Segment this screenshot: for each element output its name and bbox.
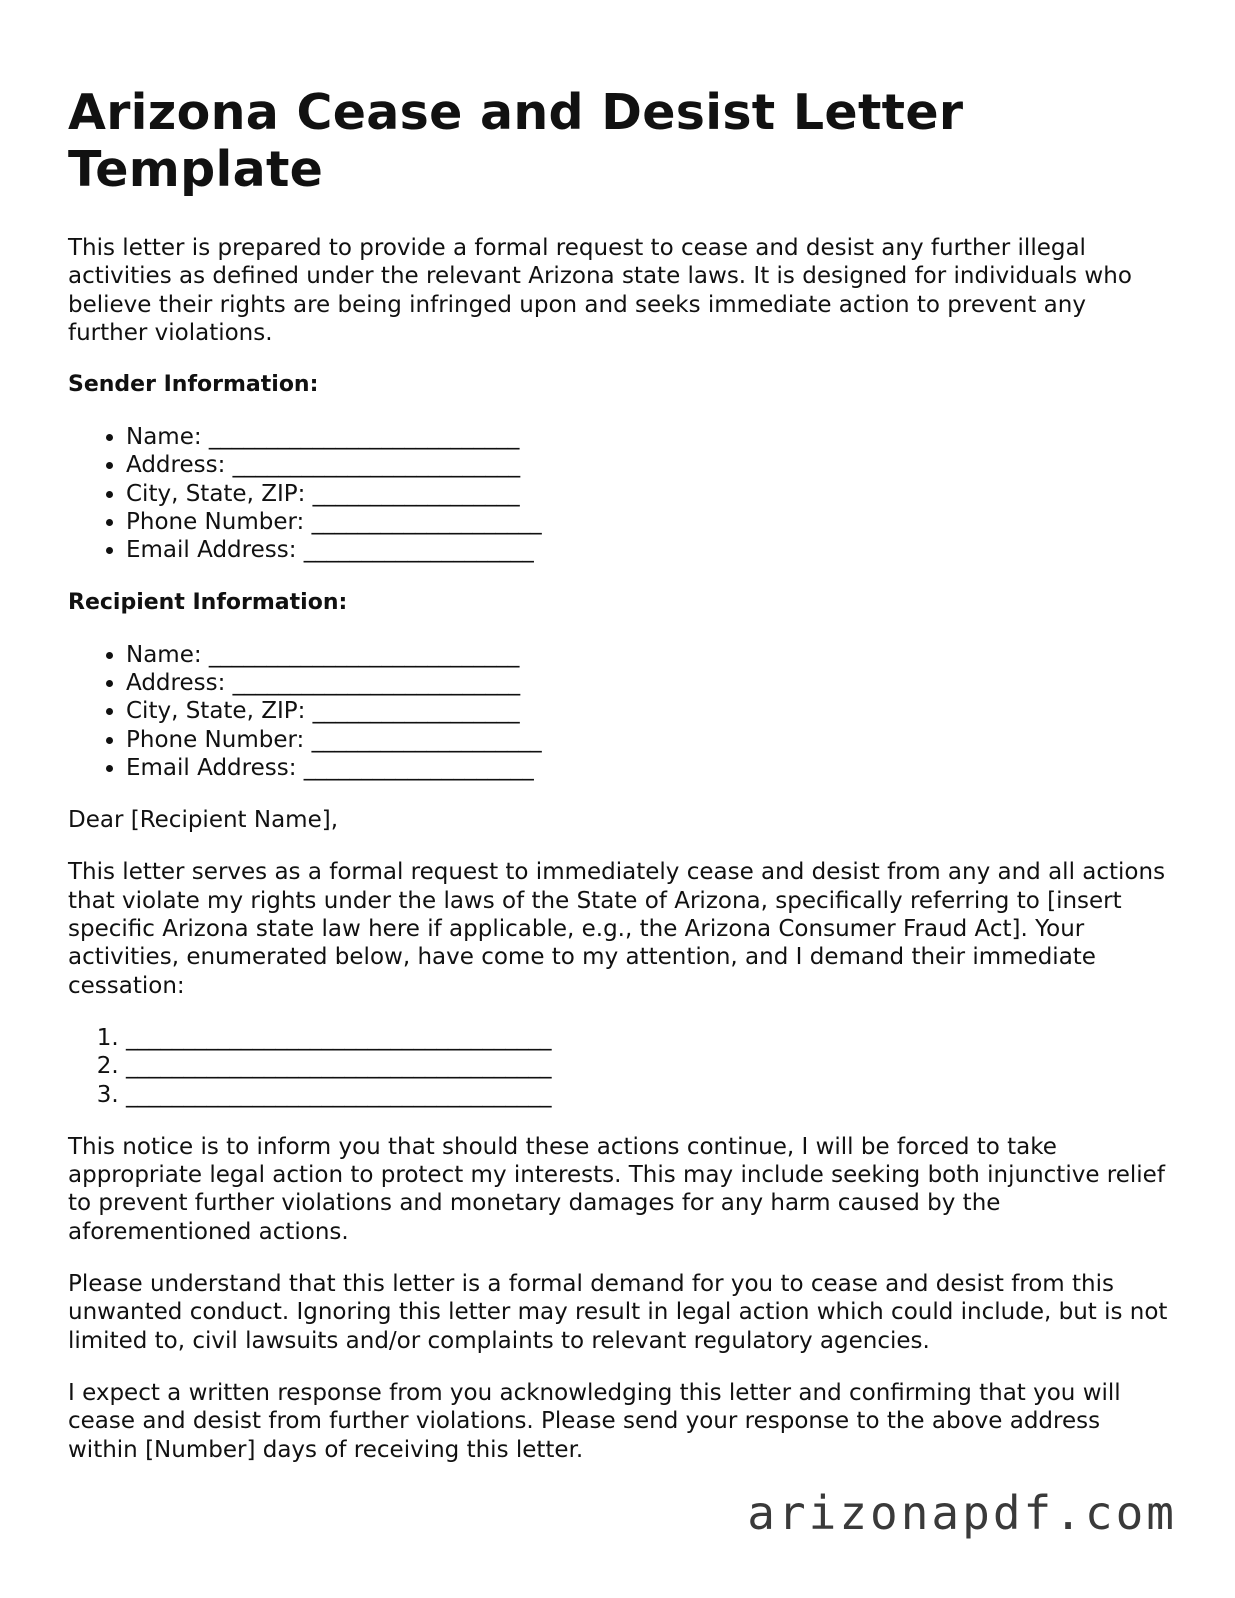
violation-item: 1. _____________________________________ (126, 1024, 1168, 1052)
letter-document (68, 84, 1168, 1488)
recipient-phone-field: • Phone Number: ____________________ (126, 726, 1168, 754)
violation-item: 3. _____________________________________ (126, 1081, 1168, 1109)
recipient-city-field: • City, State, ZIP: __________________ (126, 697, 1168, 725)
violation-item: 2. _____________________________________ (126, 1052, 1168, 1080)
sender-name-field: • Name: ___________________________ (126, 423, 1168, 451)
sender-email-field: • Email Address: ____________________ (126, 536, 1168, 564)
notice-paragraph: This notice is to inform you that should these actions continue, I will be forced to take appropriate legal action to protect my interests. This may include seeking both injunctive relief to prevent further violations and monetary damages for any harm caused by the aforementioned actions. (68, 1133, 1165, 1245)
intro-paragraph: This letter is prepared to provide a formal request to cease and desist any further illegal activities as defined under the relevant Arizona state laws. It is designed for individuals who believe their rights are being infringed upon and seeks immediate action to prevent any further violations. (68, 235, 1132, 346)
recipient-heading: Recipient Information: (68, 589, 348, 615)
sender-phone-field: • Phone Number: ____________________ (126, 508, 1168, 536)
demand-paragraph: Please understand that this letter is a formal demand for you to cease and desist from this unwanted conduct. Ignoring this letter may result in legal action which could include, but is not limited to, civil lawsuits and/or complaints to relevant regulatory agencies. (68, 1271, 1168, 1354)
watermark-logo: arizonapdf.com (747, 1486, 1177, 1540)
sender-address-field: • Address: _________________________ (126, 451, 1168, 479)
response-paragraph: I expect a written response from you acknowledging this letter and confirming that you will cease and desist from further violations. Please send your response to the above address within [Number] days of receiving this letter. (68, 1379, 1121, 1463)
sender-field-list (68, 423, 1168, 564)
recipient-name-field: • Name: ___________________________ (126, 641, 1168, 669)
recipient-address-field: • Address: _________________________ (126, 669, 1168, 697)
request-paragraph: This letter serves as a formal request to immediately cease and desist from any and all actions that violate my rights under the laws of the State of Arizona, specifically referring to [insert specific Arizona state law here if applicable, e.g., the Arizona Consumer Fraud Act]. Your activities, enumerated below, have come to my attention, and I demand their immediate cessation: (68, 859, 1166, 999)
recipient-field-list (68, 641, 1168, 782)
sender-heading: Sender Information: (68, 372, 319, 398)
page-title: Arizona Cease and Desist Letter Template (68, 84, 964, 198)
salutation: Dear [Recipient Name], (68, 807, 339, 834)
violations-list (68, 1024, 1168, 1109)
recipient-email-field: • Email Address: ____________________ (126, 754, 1168, 782)
sender-city-field: • City, State, ZIP: __________________ (126, 480, 1168, 508)
